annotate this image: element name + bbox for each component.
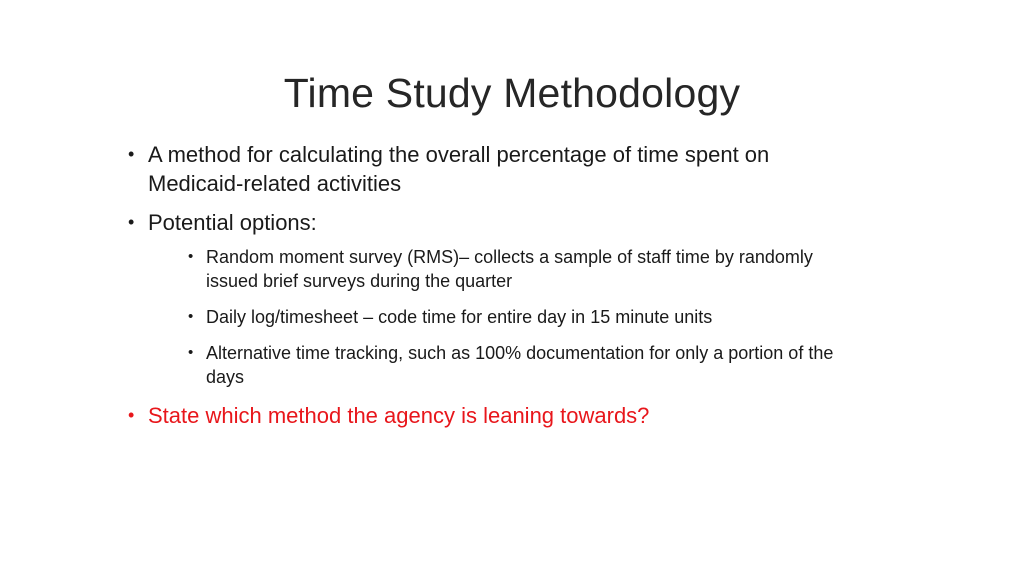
sub-bullet-text: Daily log/timesheet – code time for entire day in 15 minute units [206, 307, 713, 327]
sub-bullet-item [148, 341, 868, 389]
bullet-item-highlight [128, 401, 868, 430]
sub-bullet-icon: • [188, 308, 194, 325]
sub-bullet-text: Alternative time tracking, such as 100% documentation for only a portion of the days [206, 343, 834, 387]
bullet-text: A method for calculating the overall percentage of time spent on Medicaid-related activities [148, 142, 770, 196]
sub-bullet-list [148, 245, 868, 389]
bullet-text: Potential options: [148, 210, 317, 235]
bullet-item [128, 140, 868, 198]
sub-bullet-item [148, 305, 868, 329]
bullet-icon: • [128, 212, 135, 232]
sub-bullet-text: Random moment survey (RMS)– collects a sample of staff time by randomly issued brief surveys during the quarter [206, 247, 813, 291]
sub-bullet-icon: • [188, 248, 194, 265]
bullet-item [128, 208, 868, 389]
bullet-icon: • [128, 144, 135, 164]
bullet-icon: • [128, 405, 135, 425]
sub-bullet-item [148, 245, 868, 293]
sub-bullet-icon: • [188, 344, 194, 361]
bullet-text: State which method the agency is leaning towards? [148, 403, 650, 428]
slide-title: Time Study Methodology [283, 70, 741, 116]
slide-content [128, 140, 868, 440]
